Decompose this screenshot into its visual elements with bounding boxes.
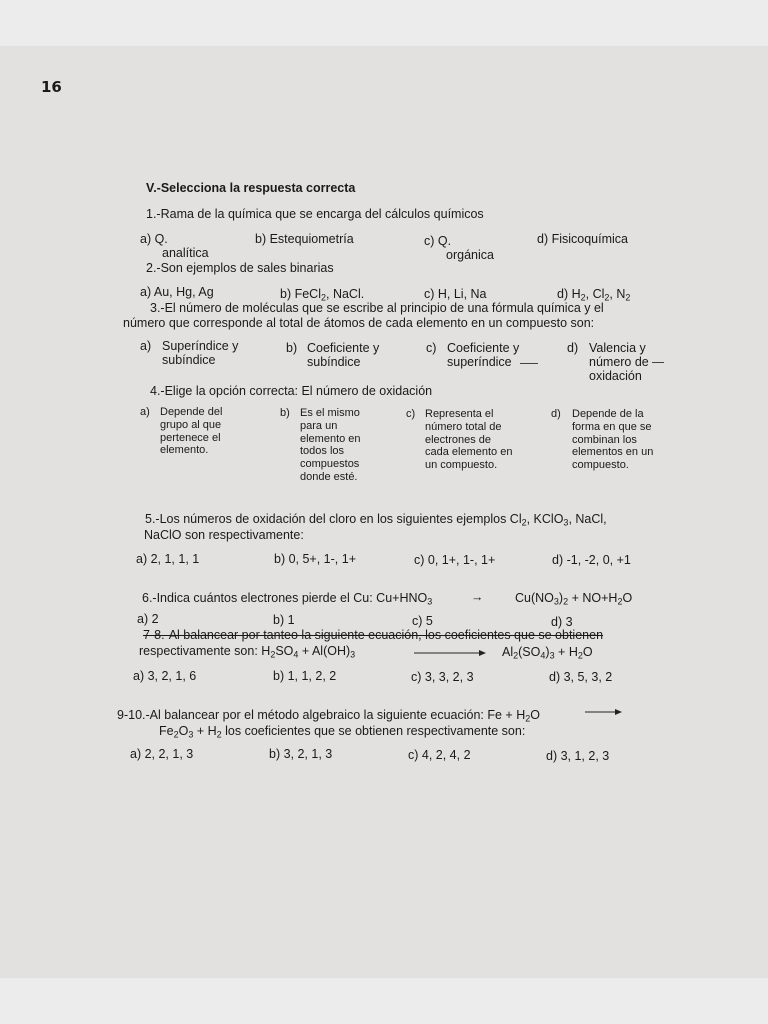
q4-option-c[interactable]: Representa el número total de electrones de cada elemento en un compuesto. bbox=[425, 408, 513, 472]
q1-option-b[interactable]: b) Estequiometría bbox=[255, 232, 354, 246]
section-title: V.-Selecciona la respuesta correcta bbox=[146, 181, 356, 195]
q910-option-b[interactable]: b) 3, 2, 1, 3 bbox=[269, 747, 333, 761]
q4-option-a[interactable]: Depende del grupo al que pertenece el elemento. bbox=[160, 406, 223, 457]
q3-c-dash bbox=[520, 363, 538, 364]
q4-option-d[interactable]: Depende de la forma en que se combinan los elementos en un compuesto. bbox=[572, 408, 654, 472]
q4-option-b[interactable]: Es el mismo para un elemento en todos los compuestos donde esté. bbox=[300, 407, 361, 483]
q3-option-c[interactable]: Coeficiente y bbox=[447, 341, 520, 355]
q3-option-d-cont2: oxidación bbox=[589, 369, 642, 383]
q3-option-b-cont: subíndice bbox=[307, 355, 361, 369]
question-5-line1: 5.-Los números de oxidación del cloro en los siguientes ejemplos $Cl_2$, KClO$_3$, NaCl, bbox=[145, 512, 607, 528]
q78-option-a[interactable]: a) 3, 2, 1, 6 bbox=[133, 669, 197, 683]
q4-option-b-label[interactable]: b) bbox=[280, 407, 290, 419]
question-3-line1: 3.-El número de moléculas que se escribe al principio de una fórmula química y el bbox=[150, 301, 604, 315]
q2-option-a[interactable]: a) Au, Hg, Ag bbox=[140, 285, 214, 299]
question-2: 2.-Son ejemplos de sales binarias bbox=[146, 261, 334, 275]
q2-option-c[interactable]: c) H, Li, Na bbox=[424, 287, 487, 301]
q78-option-c[interactable]: c) 3, 3, 2, 3 bbox=[411, 670, 474, 684]
question-9-10-line1: 9-10.-Al balancear por el método algebraico la siguiente ecuación: $Fe + H_2O$ bbox=[117, 708, 540, 724]
q6-option-b[interactable]: b) 1 bbox=[273, 613, 295, 627]
q1-option-c-cont: orgánica bbox=[446, 248, 494, 262]
q1-option-a[interactable]: a) Q. bbox=[140, 232, 168, 246]
q3-option-d-label[interactable]: d) bbox=[567, 341, 579, 355]
question-5-line2: NaClO son respectivamente: bbox=[144, 528, 304, 542]
question-7-8-line2: respectivamente son: $H_2SO_4 + Al(OH)_3$ bbox=[139, 644, 356, 660]
page-number: 16 bbox=[41, 78, 62, 96]
q1-option-c[interactable]: c) Q. bbox=[424, 234, 452, 248]
question-7-8-line1: 7-8.-Al balancear por tanteo la siguiente ecuación, los coeficientes que se obtienen bbox=[143, 628, 604, 642]
q2-option-d[interactable]: d) $H_2$, $Cl_2$, $N_2$ bbox=[557, 287, 631, 303]
q3-d-dash bbox=[652, 362, 664, 363]
q5-option-b[interactable]: b) 0, 5+, 1-, 1+ bbox=[274, 552, 356, 566]
question-1: 1.-Rama de la química que se encarga del cálculos químicos bbox=[146, 207, 484, 221]
q3-option-a[interactable]: Superíndice y bbox=[162, 339, 239, 353]
q3-option-a-cont: subíndice bbox=[162, 353, 216, 367]
q3-option-d[interactable]: Valencia y bbox=[589, 341, 646, 355]
q1-option-d[interactable]: d) Fisicoquímica bbox=[537, 232, 628, 246]
q3-option-c-label[interactable]: c) bbox=[426, 341, 437, 355]
question-9-10-line2: $Fe_2O_3 + H_2$ los coeficientes que se obtienen respectivamente son: bbox=[159, 724, 526, 740]
q3-option-d-cont1: número de bbox=[589, 355, 649, 369]
q910-arrow bbox=[584, 707, 624, 717]
q910-option-c[interactable]: c) 4, 2, 4, 2 bbox=[408, 748, 471, 762]
q3-option-a-label[interactable]: a) bbox=[140, 339, 152, 353]
q3-option-b-label[interactable]: b) bbox=[286, 341, 298, 355]
q1-option-a-cont: analítica bbox=[162, 246, 209, 260]
q6-option-d[interactable]: d) 3 bbox=[551, 615, 573, 629]
question-4: 4.-Elige la opción correcta: El número de oxidación bbox=[150, 384, 433, 398]
question-6: 6.-Indica cuántos electrones pierde el Cu: $Cu+HNO_3$ bbox=[142, 591, 433, 607]
q4-option-c-label[interactable]: c) bbox=[406, 408, 416, 420]
q5-option-a[interactable]: a) 2, 1, 1, 1 bbox=[136, 552, 200, 566]
q3-option-c-cont: superíndice bbox=[447, 355, 512, 369]
q3-option-b[interactable]: Coeficiente y bbox=[307, 341, 380, 355]
question-3-line2: número que corresponde al total de átomos de cada elemento en un compuesto son: bbox=[123, 316, 595, 330]
q6-arrow: → bbox=[471, 590, 484, 604]
q2-option-b[interactable]: b) FeCl$_2$, NaCl. bbox=[280, 287, 365, 303]
q78-arrow bbox=[413, 648, 487, 658]
q6-option-c[interactable]: c) 5 bbox=[412, 614, 433, 628]
q78-products: $Al_2(SO_4)_3 + H_2O$ bbox=[502, 645, 593, 661]
q6-products: $Cu(NO_3)_2 + NO+H_2O$ bbox=[515, 591, 633, 607]
q78-option-d[interactable]: d) 3, 5, 3, 2 bbox=[549, 670, 613, 684]
q78-option-b[interactable]: b) 1, 1, 2, 2 bbox=[273, 669, 337, 683]
q6-option-a[interactable]: a) 2 bbox=[137, 612, 159, 626]
q910-option-d[interactable]: d) 3, 1, 2, 3 bbox=[546, 749, 610, 763]
q5-option-d[interactable]: d) -1, -2, 0, +1 bbox=[552, 553, 631, 567]
q4-option-d-label[interactable]: d) bbox=[551, 408, 561, 420]
q4-option-a-label[interactable]: a) bbox=[140, 406, 150, 418]
q5-option-c[interactable]: c) 0, 1+, 1-, 1+ bbox=[414, 553, 496, 567]
q910-option-a[interactable]: a) 2, 2, 1, 3 bbox=[130, 747, 194, 761]
